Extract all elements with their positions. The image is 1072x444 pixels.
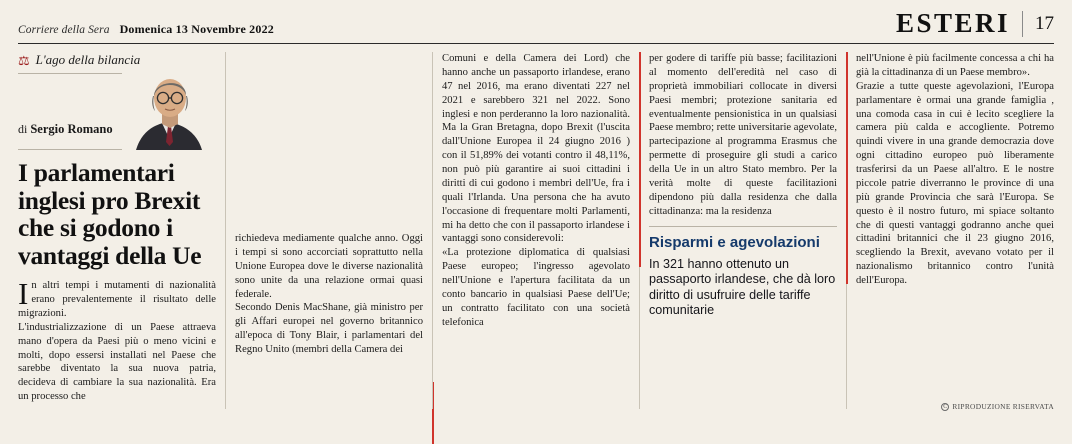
balance-scale-icon: ⚖ bbox=[18, 52, 30, 68]
proof-mark bbox=[846, 52, 849, 284]
article-body bbox=[18, 52, 1054, 409]
section-title: ESTERI bbox=[895, 8, 1010, 38]
paragraph: Secondo Denis MacShane, già ministro per gli Affari europei nel governo britannico all'epoca di Tony Blair, i parlamentari del Regno Unito (membri della Camera dei bbox=[235, 302, 423, 355]
copyright-text: RIPRODUZIONE RISERVATA bbox=[952, 402, 1054, 411]
paragraph: Comuni e della Camera dei Lord) che hanno anche un passaporto irlandese, erano 47 nel 2016, ma erano diventati 227 nel 2021 e sarebbero 321 nel 2022. Sono inglesi e non perderanno la loro nazionalità. Ma la Gran Bretagna, dopo Brexit (l'uscita dall'Unione Europea il 24 giugno 2016 ) con il 51,89% dei votanti contro il 48,11%, non può più garantire ai suoi cittadini i diritti di cui godono i membri dell'Ue, fra i quali l'Irlanda. Una persona che ha avuto l'occasione di frequentare molti Parlamenti, mi ha detto che con il passaporto irlandese i vantaggi sono considerevoli: bbox=[442, 53, 630, 245]
standfirst: In 321 hanno ottenuto un passaporto irlandese, che dà loro diritto di usufruire delle tariffe comunitarie bbox=[649, 257, 836, 318]
page-number: 17 bbox=[1035, 13, 1054, 34]
paragraph: nell'Unione è più facilmente concessa a chi ha già la cittadinanza di un Paese membro». bbox=[856, 53, 1054, 78]
article-kicker bbox=[18, 52, 216, 74]
column-3 bbox=[432, 52, 639, 409]
headline: I parlamentari inglesi pro Brexit che si godono i vantaggi della Ue bbox=[18, 158, 202, 270]
column-3-text bbox=[442, 52, 630, 330]
issue-date: Domenica 13 Novembre 2022 bbox=[119, 22, 274, 36]
column-2-text bbox=[235, 232, 423, 357]
proof-mark bbox=[639, 52, 642, 267]
paragraph: per godere di tariffe più basse; facilitazioni al momento dell'eredità nel caso di proprietà immobiliari collocate in diversi Paesi membri; protezione sanitaria ed eventualmente pensionistica in un qualsiasi Paese membro; rette universitarie agevolate, partecipazione al programma Erasmus che permette di proseguire gli studi a carico della Ue in un altro Stato membro. Per la verità molte di queste facilitazioni dipendono più dalla residenza che dalla cittadinanza: ma la residenza bbox=[649, 53, 837, 217]
column-4 bbox=[639, 52, 846, 409]
column-4-text bbox=[649, 52, 837, 219]
byline-block bbox=[18, 74, 216, 150]
masthead-right bbox=[896, 10, 1054, 37]
column-1 bbox=[18, 52, 225, 409]
paragraph: In altri tempi i mutamenti di nazionalità erano prevalentemente il risultato delle migrazioni. bbox=[18, 276, 216, 319]
byline-author: Sergio Romano bbox=[30, 122, 113, 136]
author-portrait bbox=[122, 72, 218, 150]
column-5-text bbox=[856, 52, 1054, 288]
paragraph: «La protezione diplomatica di qualsiasi Paese europeo; l'ingresso agevolato nell'Unione e l'apertura facilitata da un conto bancario in qualsiasi Paese dell'Ue; un contratto facilitato con una società telefonica bbox=[442, 247, 630, 328]
copyright-notice bbox=[941, 402, 1054, 411]
paragraph: richiedeva mediamente qualche anno. Oggi i tempi si sono accorciati soprattutto nella Unione Europea dove le diverse nazionalità sono unite da una relazione ormai quasi federale. bbox=[235, 233, 423, 300]
paper-name: Corriere della Sera bbox=[18, 24, 110, 36]
paragraph: L'industrializzazione di un Paese attraeva mano d'opera da Paesi più o meno vicini e molti, dopo essersi installati nel Paese che sarebbe diventato la sua nuova patria, decideva di cambiare la sua nazionalità. Era un processo che bbox=[18, 321, 216, 403]
masthead-left bbox=[18, 22, 274, 37]
column-2 bbox=[225, 52, 432, 409]
byline bbox=[18, 122, 113, 137]
vertical-divider bbox=[1022, 11, 1023, 37]
byline-prefix: di bbox=[18, 122, 31, 136]
paragraph: Grazie a tutte queste agevolazioni, l'Europa parlamentare è ormai una grande famiglia , una comoda casa in cui è lecito scegliere la camera più calda e accogliente. Potremo quindi vivere in una grande democrazia dove ogni cittadino europeo può liberamente trasferirsi da un Paese all'altro. E le nostre piccole patrie diverranno le province di una più grande Provincia che sarà l'Europa. Se questo è il nostro futuro, mi spiace soltanto che di questi vantaggi godranno anche quei cittadini britannici che il 23 giugno 2016, scegliendo la Brexit, avevano votato per il nazionalismo britannico contro l'unità dell'Europa. bbox=[856, 80, 1054, 286]
masthead bbox=[18, 10, 1054, 44]
column-1-text bbox=[18, 276, 216, 404]
copyright-icon: C bbox=[943, 403, 948, 410]
column-5 bbox=[846, 52, 1054, 409]
kicker-label: L'ago della bilancia bbox=[35, 52, 141, 67]
section-subhead: Risparmi e agevolazioni bbox=[649, 226, 837, 252]
